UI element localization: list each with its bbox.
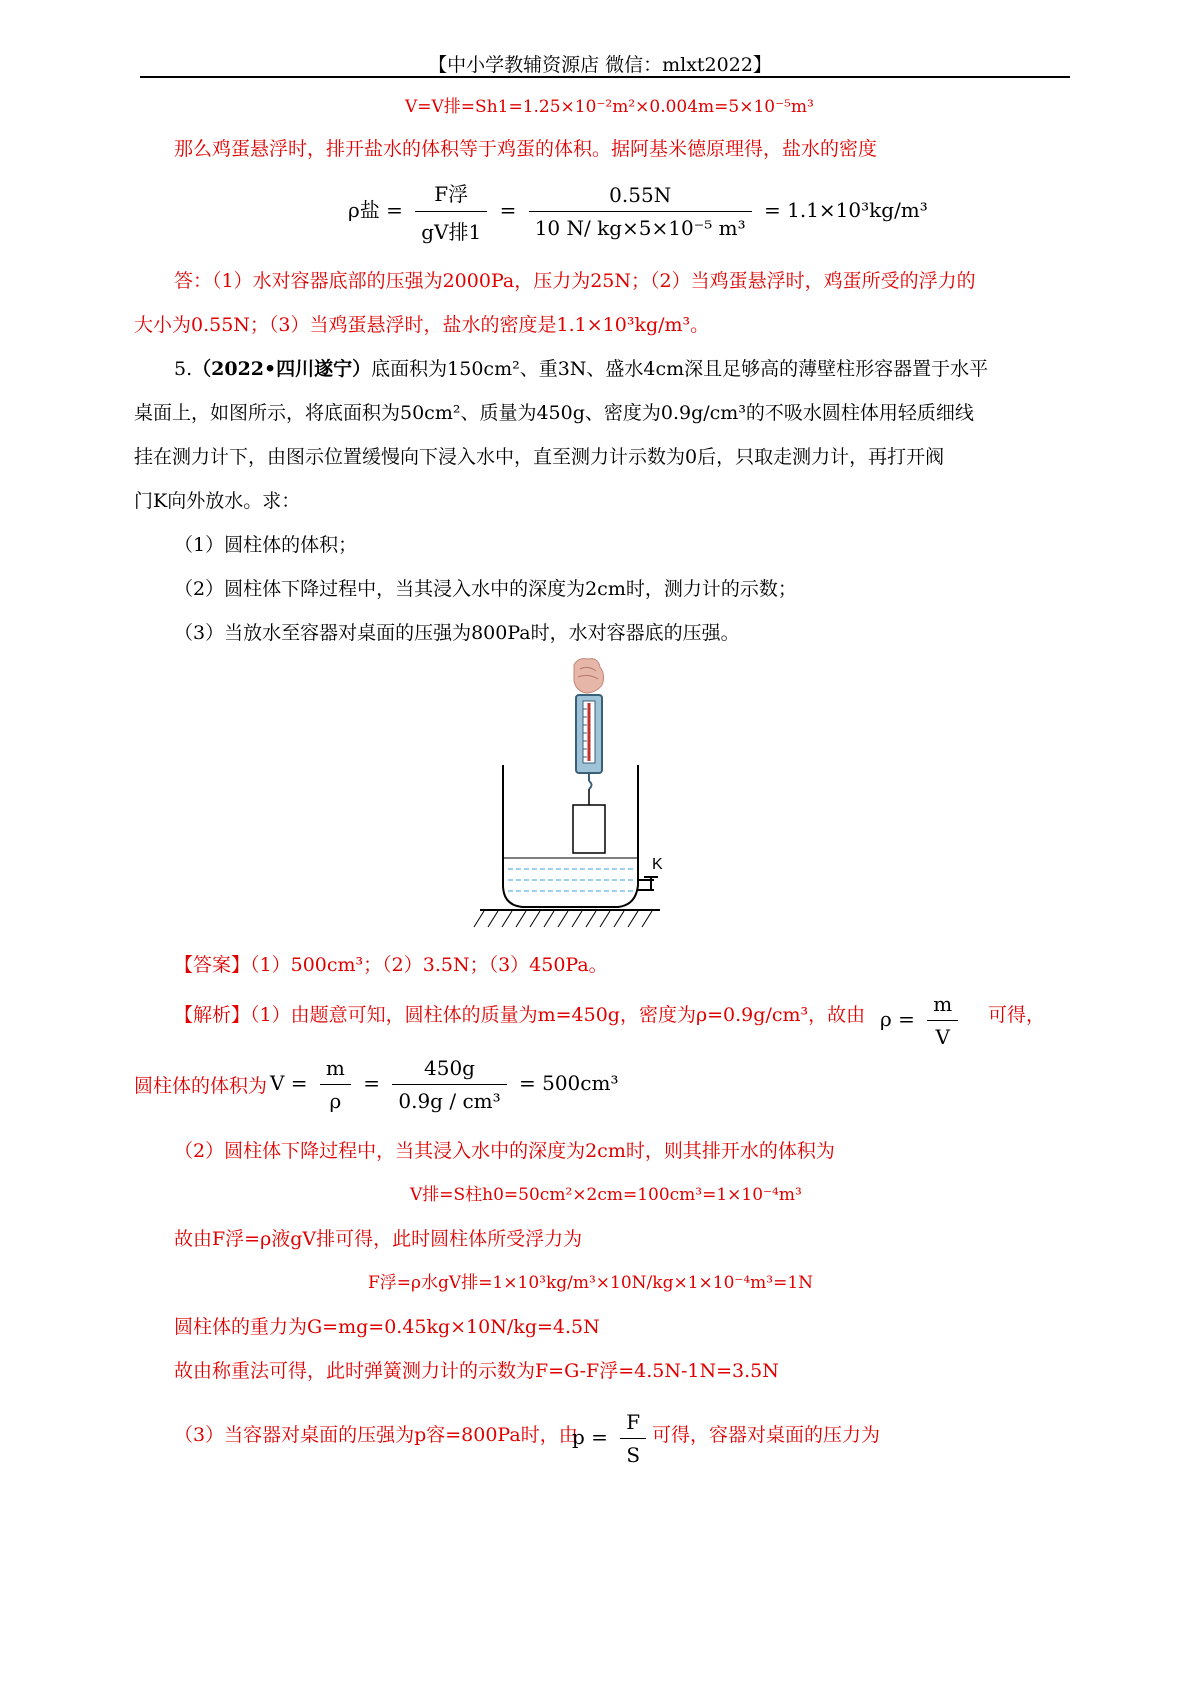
part2-scale: 故由称重法可得，此时弹簧测力计的示数为F=G-F浮=4.5N-1N=3.5N [174,1360,779,1382]
answer-text: （1）500cm³；（2）3.5N；（3）450Pa。 [250,954,608,976]
fraction-numerator: m [320,1056,351,1085]
water [504,858,637,891]
valve-label: K [652,856,663,873]
pressure-equation [572,1410,652,1467]
sub-question-3: （3）当放水至容器对桌面的压强为800Pa时，水对容器底的压强。 [174,622,740,644]
spring-scale-icon [576,695,602,789]
container [503,765,638,907]
question-5-line-2: 桌面上，如图所示，将底面积为50cm²、质量为450g、密度为0.9g/cm³的不吸水圆柱体用轻质细线 [134,402,974,424]
volume-prefix: 圆柱体的体积为 [134,1075,268,1097]
volume-result: = 500cm³ [518,1071,619,1095]
fraction-denominator: gV排1 [421,220,482,244]
pressure-lhs: p = [572,1425,608,1449]
part3-line-1-end: 可得，容器对桌面的压力为 [652,1424,881,1446]
question-text: 底面积为150cm²、重3N、盛水4cm深且足够高的薄壁柱形容器置于水平 [371,358,989,380]
density-equation: ρ盐 = $\frac{\text{F浮}}{\text{gV排1}}$ = $\frac{0.55N}{\text{10 N/ kg×5×10⁻⁵ m³}}$ = 1.1×10³kg/m³ [348,178,928,245]
fraction-denominator: ρ [329,1089,342,1113]
part2-buoyancy: F浮=ρ水gV排=1×10³kg/m³×10N/kg×1×10⁻⁴m³=1N [368,1273,814,1293]
fraction-denominator: S [626,1443,641,1467]
fraction-numerator: 0.55N [529,183,752,212]
question-source: （2022•四川遂宁） [192,358,372,380]
volume-lhs: V = [270,1071,308,1095]
analysis-text: （1）由题意可知，圆柱体的质量为m=450g，密度为ρ=0.9g/cm³，故由 [250,1004,866,1026]
value-fraction [529,183,752,240]
fraction-numerator: F [620,1410,646,1439]
valve-k [638,877,658,890]
analysis-line-1-end: 可得， [988,1004,1046,1026]
hand-icon [574,659,604,693]
density-definition-equation [880,992,964,1049]
question-5-line-1 [174,356,988,382]
fraction-denominator: V [935,1025,950,1049]
answer-line-2: 大小为0.55N；（3）当鸡蛋悬浮时，盐水的密度是1.1×10³kg/m³。 [134,314,710,336]
sub-question-1: （1）圆柱体的体积； [174,534,358,556]
suspend-text: 那么鸡蛋悬浮时，排开盐水的体积等于鸡蛋的体积。据阿基米德原理得，盐水的密度 [174,138,878,160]
part2-volume: V排=S柱h0=50cm²×2cm=100cm³=1×10⁻⁴m³ [410,1185,802,1205]
fraction-numerator: F浮 [415,178,487,212]
buoyancy-fraction [415,178,487,245]
answer-section [174,952,608,978]
page-header: 【中小学教辅资源店 微信：mlxt2022】 [428,54,772,76]
fraction-denominator: 0.9g / cm³ [398,1089,501,1113]
question-5-line-3: 挂在测力计下，由图示位置缓慢向下浸入水中，直至测力计示数为0后，只取走测力计，再打开阀 [134,446,945,468]
header-divider [140,76,1070,78]
volume-equation: V = $\frac{m}{\rho}$ = $\frac{450g}{\text{0.9g / cm³}}$ = 500cm³ [270,1056,619,1113]
part2-weight: 圆柱体的重力为G=mg=0.45kg×10N/kg=4.5N [174,1316,600,1338]
part3-line-1: （3）当容器对桌面的压强为p容=800Pa时，由 [174,1424,578,1446]
answer-tag: 【答案】 [174,954,251,976]
table-surface [474,910,660,927]
fraction-numerator: m [927,992,958,1021]
part2-line-1: （2）圆柱体下降过程中，当其浸入水中的深度为2cm时，则其排开水的体积为 [174,1140,835,1162]
cylinder [573,805,605,853]
answer-line-1: 答：（1）水对容器底部的压强为2000Pa，压力为25N；（2）当鸡蛋悬浮时，鸡蛋所受的浮力的 [174,270,976,292]
sub-question-2: （2）圆柱体下降过程中，当其浸入水中的深度为2cm时，测力计的示数； [174,578,797,600]
rho-lhs: ρ = [880,1007,915,1031]
volume-formula: V=V排=Sh1=1.25×10⁻²m²×0.004m=5×10⁻⁵m³ [405,97,814,117]
density-result: = 1.1×10³kg/m³ [764,198,928,222]
fraction-numerator: 450g [392,1056,506,1085]
analysis-line-1 [174,1002,865,1028]
fraction-denominator: 10 N/ kg×5×10⁻⁵ m³ [534,216,746,240]
analysis-tag: 【解析】 [174,1004,251,1026]
question-5-line-4: 门K向外放水。求： [134,490,301,512]
question-number: 5. [174,358,193,380]
density-lhs: ρ盐 = [348,198,403,222]
experiment-figure [470,655,720,940]
part2-line-2: 故由F浮=ρ液gV排可得，此时圆柱体所受浮力为 [174,1228,583,1250]
